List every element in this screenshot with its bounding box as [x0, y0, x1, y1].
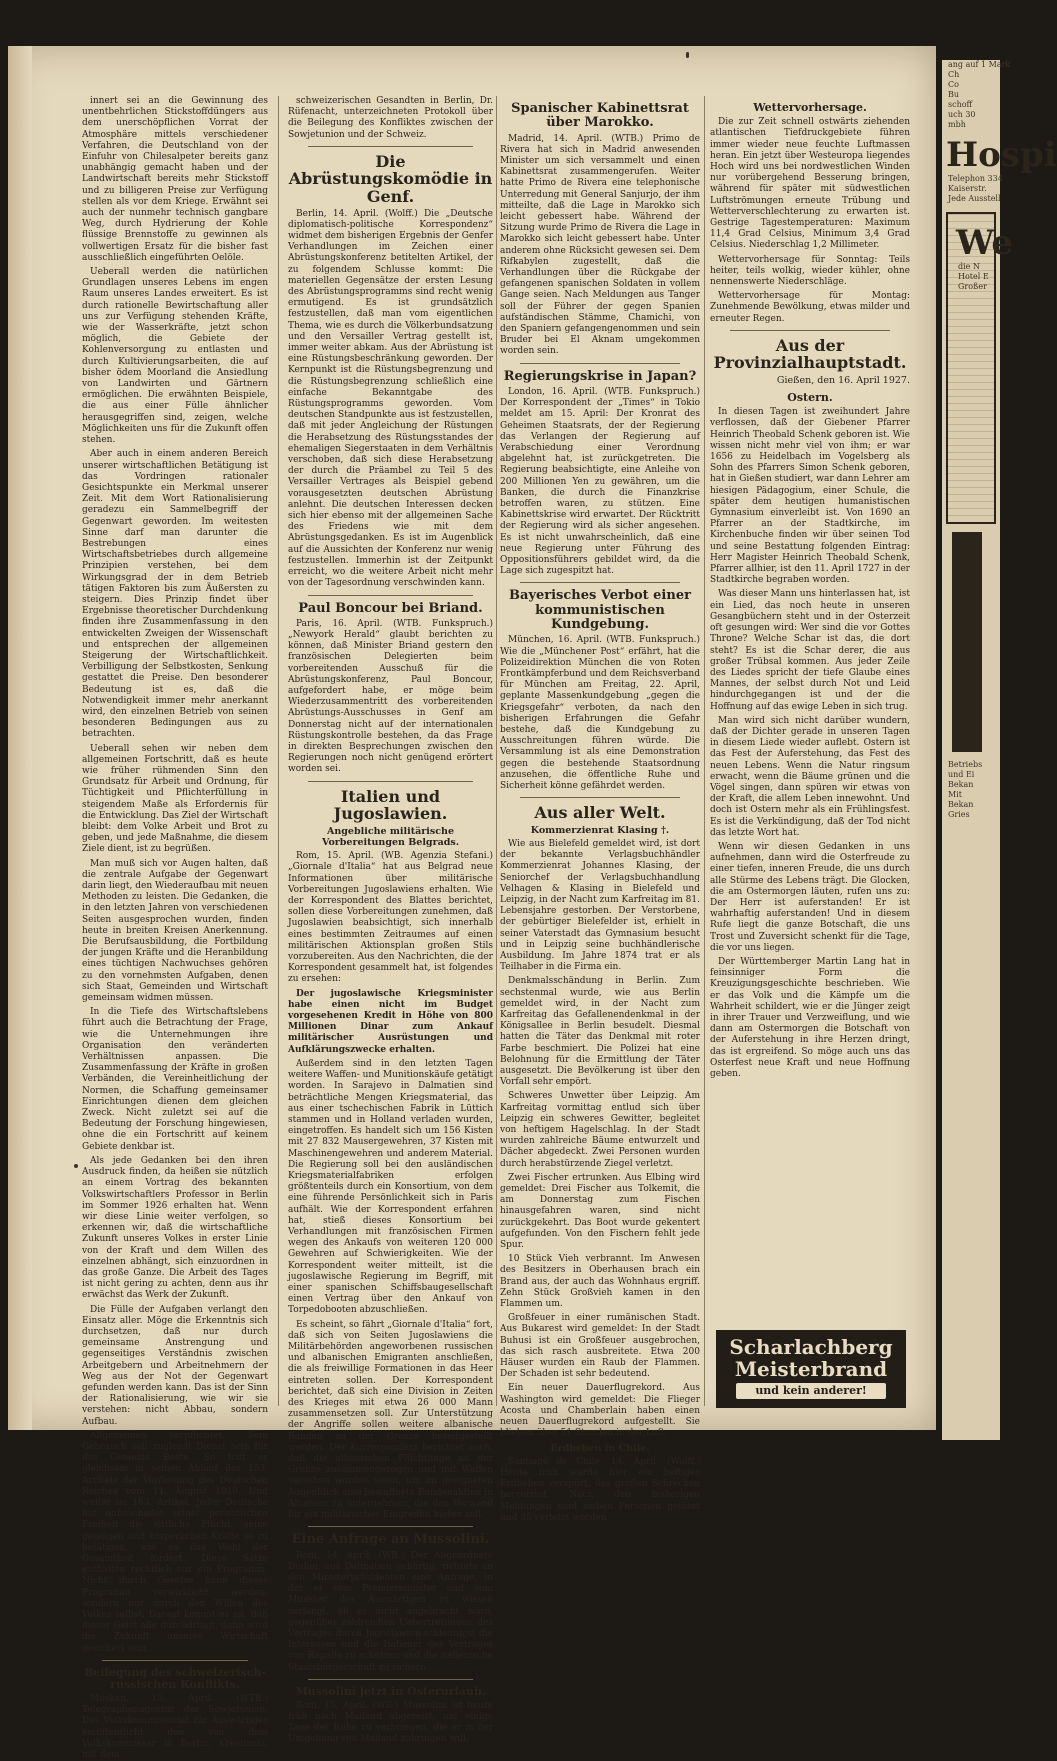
article-paragraph: Der Württemberger Martin Lang hat in feinsinniger Form die Kreuzigungsgeschichte beschrieben. Wie er das Volk und die Kämpfe um die Wahrheit schildert, wie er die Jünger zeigt in ihrer Trauer und Verzweiflung, und wie dann am Ostermorgen die Botschaft von der Auferstehung in ihre Herzen dringt, das ist ergreifend. So möge auch uns das Osterfest neue Kraft und neue Hoffnung geben. [710, 956, 910, 1080]
fragment-advertisement-box [946, 212, 1014, 524]
ad-brand-line: Scharlachberg [729, 1335, 893, 1359]
article-paragraph: München, 16. April. (WTB. Funkspruch.) Wie die „Münchener Post“ erfährt, hat die Polizeidirektion München die von Roten Frontkämpferbund und dem Reichsverband für München am Freitag, 22. April, geplante Massenkundgebung „gegen die Kriegsgefahr“ verboten, da nach den bisherigen Erfahrungen die Gefahr bestehe, daß die Kundgebung zu Ausschreitungen führen würde. Die Versammlung ist als eine Demonstration gegen die bestehende Staatsordnung anzusehen, die öffentliche Ruhe und Sicherheit könne gefährdet werden. [500, 635, 700, 791]
column-2 [288, 96, 493, 1745]
fragment-text: Großer [958, 282, 987, 291]
article-paragraph: In diesen Tagen ist zweihundert Jahre verflossen, daß der Giebener Pfarrer Heinrich Theobald Schenk geboren ist. Wie wissen nicht mehr viel von ihm; er war 1656 zu Heidelbach im Vogelsberg als Sohn des Pfarrers Simon Schenk geboren, hat in Gießen studiert, war dann Lehrer am hiesigen Pädagogium, einer Schule, die später dem heutigen humanistischen Gymnasium einverleibt ist. Von 1690 an Pfarrer an der Stadtkirche, im Kirchenbuche finden wir über seinen Tod und seine Bestattung folgenden Eintrag: Herr Magister Heinrich Theobald Schenk, Pfarrer allhier, ist den 11. April 1727 in der Stadtkirche begraben worden. [710, 407, 910, 586]
article-paragraph: Rom, 14. April. (WB.) Der Abgeordnete Dudan, aus Dalmatien gebürtig, richtete an den Ministerpräsidenten eine Anfrage, in der er vom Premierminister und vom Minister des Auswärtigen zu wissen verlangt, ob es nicht angebracht wäre, gegenüber zahlreichen Uebertretungen des Vertrages durch Jugoslawien schleunigst die Interessen und die Italiener des Vertrages von Rapallo zu schützen und die italienische Staatsbürgerschaft zu sichern. [288, 1550, 493, 1673]
column-rule [704, 96, 705, 1406]
headline-mussolini-easter: Mussolini jetzt in Osterurlaub. [295, 1684, 486, 1698]
article-paragraph: Die Fülle der Aufgaben verlangt den Einsatz aller. Möge die Erkenntnis sich durchsetzen, daß nur durch gemeinsame Anstrengung und gegenseitiges Verständnis zwischen Arbeitgebern und Arbeitnehmern der Weg aus der Not der Gegenwart gefunden werden kann. Das ist der Sinn der Rationalisierung, wie wir sie verstehen: nicht Abbau, sondern Aufbau. [82, 1304, 268, 1427]
article-paragraph: Es scheint, so fährt „Giornale d'Italia“ fort, daß sich von Seiten Jugoslawiens die Militärbehörden angeworbenen russischen und albanischen Emigranten anschließen, die als freiwillige Formationen in das Heer eintreten sollen. Der Korrespondent berichtet, daß sich eine Division in Zeiten des Krieges mit etwa 26 000 Mann zusammensetzen soll. Zur Unterstützung der Angriffe sollen weitere albanische Banden an der Grenze bereitgestellt werden. Der Korrespondent berichtet auch, daß die albanischen Flüchtlinge an der Grenze zusammengezogen und mit Waffen versehen worden seien, um im geeigneten Augenblick eine bewaffnete Bandenaktion in Albanien zu unternehmen, die den Vorwand für ein militärisches Eingreifen bieten soll. [288, 1319, 493, 1521]
fragment-text: schoff [948, 100, 973, 109]
article-separator [308, 595, 473, 596]
dateline: Gießen, den 16. April 1927. [776, 374, 910, 386]
article-paragraph: Paris, 16. April. (WTB. Funkspruch.) „Newyork Herald“ glaubt berichten zu können, daß Minister Briand gestern den französischen Delegierten beim vorbereitenden Ausschuß für die Abrüstungskonferenz, Paul Boncour, aufgefordert habe, er möge beim Wiederzusammentritt des vorbereitenden Abrüstungs-Ausschusses in Genf am Donnerstag nicht auf der internationalen Rüstungskontrolle bestehen, da das Frage in direkten Besprechungen zwischen den Regierungen noch nicht genügend erörtert worden sei. [288, 618, 493, 775]
article-paragraph: Madrid, 14. April. (WTB.) Primo de Rivera hat sich in Madrid anwesenden Minister um sich versammelt und einen Kabinettsrat zusammengerufen. Weiter hatte Primo de Rivera eine telephonische Unterredung mit General Sanjurjo, der ihm mitteilte, daß die Lage in Marokko sich leicht gebessert habe. Während der Sitzung wurde Primo de Rivera die Lage in Marokko sich leicht gebessert habe. Unter anderem ohne Rücksicht gewesen sei. Dem Rifkabylen zugestellt, daß die Verhandlungen über die Rückgabe der gefangenen spanischen Soldaten in vollem Gange seien. Nach Meldungen aus Tanger soll der Führer der gegen Spanien aufständischen Stämme, Chamichi, von den Spaniern gefangengenommen und sein Bruder bei El Aknam umgekommen worden sein. [500, 133, 700, 357]
article-paragraph: Ueberall werden die natürlichen Grundlagen unseres Lebens im engen Raum unseres Landes erweitert. Es ist durch rationelle Bewirtschaftung aller uns zur Verfügung stehenden Kräfte, wie der Wasserkräfte, jetzt schon möglich, die Gebiete der Kohlenversorgung zu entlasten und durch Kultivierungsarbeiten, die auf bisher ödem Moorland die Ansiedlung von Landwirten und Gärtnern ermöglichen. Die erwähnten Beispiele, die aus einer Fülle ähnlicher herausgegriffen sind, zeigen, welche Möglichkeiten uns für die Zukunft offen stehen. [82, 267, 268, 446]
article-paragraph: Als jede Gedanken bei den ihren Ausdruck finden, da heißen sie nützlich an einem Vortrag des bekannten Volkswirtschaftlers Professor in Berlin im Sommer 1926 erhalten hat. Wenn wir diese Linie weiter verfolgen, so erkennen wir, daß die wirtschaftliche Zukunft unseres Volkes in erster Linie von der Kraft und dem Willen des einzelnen abhängt, sich einzuordnen in das große Ganze. Die Arbeit des Tages ist nicht gering zu achten, denn aus ihr erwächst das Werk der Zukunft. [82, 1155, 268, 1301]
article-separator [520, 797, 680, 798]
article-separator [308, 1526, 473, 1527]
headline-swiss-russian: Beilegung des schweizerisch-russischen Konflikts. [84, 1665, 266, 1691]
article-paragraph: Wie aus Bielefeld gemeldet wird, ist dort der bekannte Verlagsbuchhändler Kommerzienrat Johannes Klasing, der Seniorchef der Verlagsbuchhandlung Velhagen & Klasing in Bielefeld und Leipzig, in der Nacht zum Karfreitag im 81. Lebensjahre gestorben. Der Verstorbene, der gebürtiger Bielefelder ist, erhielt in seiner Vaterstadt das Gymnasium besucht und in Leipzig seine buchhändlerische Ausbildung. Im Jahre 1874 trat er als Teilhaber in die Firma ein. [500, 838, 700, 973]
article-paragraph: Die zur Zeit schnell ostwärts ziehenden atlantischen Tiefdruckgebiete führen immer wieder neue feuchte Luftmassen heran. Ein jetzt über Westeuropa liegendes Hoch wird uns bei nordwestlichen Winden nur vorübergehend Besserung bringen, während für später mit südwestlichen Luftströmungen erneute Trübung und Wetterverschlechterung zu erwarten ist. Gestrige Tagestemperaturen: Maximum 11,4 Grad Celsius, Minimum 3,4 Grad Celsius. Niederschlag 1,2 Millimeter. [710, 117, 910, 251]
article-paragraph: Was dieser Mann uns hinterlassen hat, ist ein Lied, das noch heute in unseren Gesangbüchern steht und in der Osterzeit oft gesungen wird: Wer sind die vor Gottes Throne? Welche Schar ist das, die dort steht? Es ist die Schar derer, die aus großer Trübsal kommen. Aus jeder Zeile des Liedes spricht der tiefe Glaube eines Mannes, der selbst durch Not und Leid hindurchgegangen ist und der die Hoffnung auf das ewige Leben in sich trug. [710, 589, 910, 712]
article-paragraph: Der jugoslawische Kriegsminister habe einen nicht im Budget vorgesehenen Kredit in Höhe von 800 Millionen Dinar zum Ankauf militärischer Ausrüstungen und Aufklärungszwecke erhalten. [288, 988, 493, 1055]
article-paragraph: Rom, 15. April. (WB.) Mussolini ist heute früh nach Mailand abgereist, um einige Tage der Ruhe zu verbringen, die er in der Umgebung von Mailand zubringen will. [288, 1700, 493, 1745]
article-separator [308, 1679, 473, 1680]
headline-bavaria: Bayerisches Verbot einer kommunistischen Kundgebung. [509, 588, 691, 632]
article-paragraph: In die Tiefe des Wirtschaftslebens führt auch die Betrachtung der Frage, wie die Unternehmungen ihre Organisation den veränderten Verhältnissen anpassen. Die Zusammenfassung der Kräfte in großen Verbänden, die Vereinheitlichung der Normen, die Schaffung gemeinsamer Einrichtungen dienen dem gleichen Zweck. Nicht zuletzt sei auf die Bedeutung der Forschung hingewiesen, ohne die ein Fortschritt auf keinem Gebiete denkbar ist. [82, 1007, 268, 1152]
ad-slogan: und kein anderer! [736, 1383, 886, 1399]
article-paragraph: Man muß sich vor Augen halten, daß die zentrale Aufgabe der Gegenwart darin liegt, den Wiederaufbau mit neuen Methoden zu leisten. Die Gedanken, die in den letzten Jahren von verschiedenen Seiten ausgesprochen wurden, finden heute in breiten Kreisen Anerkennung. Die Berufsausbildung, die Fortbildung der jungen Kräfte und die Heranbildung eines tüchtigen Nachwuchses gehören zu den vornehmsten Aufgaben, denen sich Staat, Gemeinden und Wirtschaft gemeinsam widmen müssen. [82, 858, 268, 1004]
fragment-text: Bu [948, 90, 960, 99]
fragment-text: die N [958, 262, 980, 271]
scharlachberg-advertisement [716, 1330, 906, 1408]
article-paragraph: Rom, 15. April. (WB. Agenzia Stefani.) „Giornale d'Italia“ hat aus Belgrad neue Informationen über militärische Vorbereitungen Jugoslawiens erhalten. Wie der Korrespondent des Blattes berichtet, sollen diese Vorbereitungen zunehmen, daß Jugoslawien beabsichtigt, sich innerhalb eines bestimmten Zeitraumes auf einen militärischen Aktionsplan großen Stils vorzubereiten. Aus den Nachrichten, die der Korrespondent gesammelt hat, ist folgendes zu ersehen: [288, 851, 493, 985]
article-paragraph: Aber auch in einem anderen Bereich unserer wirtschaftlichen Betätigung ist das Vordringen rationaler Gesichtspunkte ein Merkmal unserer Zeit. Mit dem Wort Rationalisierung geradezu ein Sammelbegriff der Gegenwart geworden. Im weitesten Sinne darf man darunter die Bestrebungen eines Wirtschaftsbetriebes durch allgemeine Prinzipien verstehen, bei dem Wirkungsgrad der in dem Betrieb tätigen Faktoren bis zum Äußersten zu steigern. Dies Prinzip findet über Ergebnisse theoretischer Durchdenkung finden ihre Zusammenfassung in den entwickelten Zweigen der Wissenschaft und entsprechen der allgemeinen Steigerung der Wirtschaftlichkeit. Verbilligung der Selbstkosten, Senkung gestattet die Preise. Den besonderer Bedeutung ist es, daß die Notwendigkeit immer mehr anerkannt wird, den einzelnen Betrieb von seinen besonderen Bedingungen aus zu betrachten. [82, 449, 268, 740]
article-paragraph: Wettervorhersage für Montag: Zunehmende Bewölkung, etwas milder und erneuter Regen. [710, 291, 910, 324]
article-separator [520, 582, 680, 583]
article-paragraph: Wenn wir diesen Gedanken in uns aufnehmen, dann wird die Osterfreude zu einer tiefen, inneren Freude, die uns durch alle Stürme des Lebens trägt. Die Glocken, die am Ostermorgen läuten, rufen uns zu: Der Herr ist auferstanden! Er ist wahrhaftig auferstanden! Und in diesem Rufe liegt die ganze Botschaft, die uns Trost und Zuversicht schenkt für die Tage, die vor uns liegen. [710, 841, 910, 953]
article-paragraph: Außerdem sind in den letzten Tagen weitere Waffen- und Munitionskäufe getätigt worden. In Sarajevo in Dalmatien sind beträchtliche Mengen Kriegsmaterial, das aus einer tschechischen Fabrik in Lüttich stammen und in Holland verladen wurden, eingetroffen. Es handelt sich um 156 Kisten mit 27 832 Mausergewehren, 37 Kisten mit Maschinengewehren und anderem Material. Die Regierung soll bei den ausländischen Kriegsmaterialfabriken erfolgen größtenteils durch ein Konsortium, von dem eine führende Persönlichkeit sich in Paris aufhält. Wie der Korrespondent erfahren hat, stieß dieses Konsortium bei Verhandlungen mit französischen Firmen wegen des Ankaufs von weiteren 120 000 Gewehren auf Schwierigkeiten. Wie der Korrespondent weiter mitteilt, ist die jugoslawische Regierung im Begriff, mit einer spanischen Schiffsbaugesellschaft einen Vertrag über den Ankauf von Torpedobooten abzuschließen. [288, 1058, 493, 1316]
fragment-black-bar [952, 532, 982, 752]
fragment-text: Bekan [948, 780, 974, 789]
subheadline: Angebliche militärische Vorbereitungen Belgrads. [321, 825, 460, 849]
article-paragraph: Schweres Unwetter über Leipzig. Am Karfreitag vormittag entlud sich über Leipzig ein schweres Gewitter, begleitet von heftigem Hagelschlag. In der Stadt wurden zahlreiche Bäume entwurzelt und Dächer abgedeckt. Zwei Personen wurden durch herabstürzende Ziegel verletzt. [500, 1091, 700, 1169]
fragment-text: Jede Ausstell [948, 194, 1001, 203]
ink-spot [686, 52, 689, 58]
headline-world-news: Aus aller Welt. [534, 803, 666, 823]
article-paragraph: Zwei Fischer ertrunken. Aus Elbing wird gemeldet: Drei Fischer aus Tolkemit, die am Donnerstag zum Fischen hinausgefahren waren, sind nicht zurückgekehrt. Das Boot wurde gekentert aufgefunden. Von den Fischern fehlt jede Spur. [500, 1172, 700, 1251]
ink-spot [74, 1164, 78, 1168]
article-paragraph: London, 16. April. (WTB. Funkspruch.) Der Korrespondent der „Times“ in Tokio meldet am 15. April: Der Kronrat des Geheimen Staatsrats, der der Regierung das Verlangen der Regierung auf Verabschiedung einer Verordnung abgelehnt hat, ist zurückgetreten. Die Regierung beabsichtigte, eine Anleihe von 200 Millionen Yen zu gewähren, um die Banken, die durch die Finanzkrise betroffen waren, zu stützen. Eine Kabinettskrise wird erwartet. Der Rücktritt der Regierung wird als sicher angesehen. Es ist nicht unwahrscheinlich, daß eine neue Regierung unter Führung des Oppositionsführers gebildet wird, da die Lage sich zugespitzt hat. [500, 386, 700, 577]
headline-easter: Ostern. [787, 391, 833, 405]
article-paragraph: Ueberall sehen wir neben dem allgemeinen Fortschritt, daß es heute wie früher rühmenden Sinn den Grundsatz für Arbeit und Ordnung, für Tüchtigkeit und Pflichterfüllung in steigendem Maße als Erfordernis für die Entwicklung. Das Ziel der Wirtschaft bleibt: dem Volke Arbeit und Brot zu geben, und jede Maßnahme, die diesem Ziele dient, ist zu begrüßen. [82, 743, 269, 855]
headline-boncour: Paul Boncour bei Briand. [298, 600, 483, 616]
column-rule [496, 96, 497, 1406]
article-paragraph: 10 Stück Vieh verbrannt. Im Anwesen des Besitzers in Oberhausen brach ein Brand aus, der auch das Wohnhaus ergriff. Zehn Stück Großvieh kamen in den Flammen um. [500, 1254, 700, 1310]
fragment-headline: We [956, 223, 1014, 263]
subheadline-chile: Erdbeben in Chile. [550, 1442, 650, 1454]
fragment-text: Hotel E [958, 272, 989, 281]
fragment-text: Kaiserstr. [948, 184, 987, 193]
ad-product-line: Meisterbrand [734, 1357, 888, 1381]
article-separator [520, 363, 680, 364]
fragment-text: Ch [948, 70, 960, 79]
fragment-text: ang auf 1 Mark [948, 60, 1011, 69]
headline-weather: Wettervorhersage. [753, 101, 867, 114]
article-paragraph: Ein neuer Dauerflugrekord. Aus Washington wird gemeldet: Die Flieger Acosta und Chamberlain haben einen neuen Dauerflugrekord aufgestellt. Sie blieben über 51 Stunden in der Luft. [500, 1383, 700, 1439]
fragment-text: Gries [948, 810, 970, 819]
article-paragraph: Santiago de Chile, 14. April. (Wolff.) Heute früh wurde hier ein heftiges Erdbeben verspürt, das großen Schrecken hervorrief. Nach den bisherigen Meldungen sind sieben Personen getötet und 35 verletzt worden. [500, 1456, 700, 1523]
fragment-text: Bekan [948, 800, 974, 809]
fragment-headline: Hospi [946, 135, 1057, 175]
column-1 [82, 96, 269, 1761]
column-4 [710, 96, 910, 1416]
headline-mussolini-inquiry: Eine Anfrage an Mussolini. [291, 1532, 490, 1548]
article-paragraph: Man wird sich nicht darüber wundern, daß der Dichter gerade in unseren Tagen in diesem Liede wieder auflebt. Ostern ist das Fest der Auferstehung, das Fest des neuen Lebens. Wenn die Natur ringsum erwacht, wenn die Bäume grünen und die Vögel singen, dann spüren wir etwas von der Kraft, die allem Leben innewohnt. Und doch ist Ostern mehr als ein Frühlingsfest. Es ist die Verkündigung, daß der Tod nicht das letzte Wort hat. [710, 715, 910, 838]
article-paragraph: Großfeuer in einer rumänischen Stadt. Aus Bukarest wird gemeldet: In der Stadt Buhusi ist ein Großfeuer ausgebrochen, das sich rasch ausbreitete. Etwa 200 Häuser wurden ein Raub der Flammen. Der Schaden ist sehr bedeutend. [500, 1313, 700, 1380]
binding-gutter [8, 46, 32, 1430]
article-separator [308, 146, 473, 147]
fragment-text: Mit [948, 790, 962, 799]
article-paragraph: Berlin, 14. April. (Wolff.) Die „Deutsche diplomatisch-politische Korrespondenz“ widmet dem bisherigen Ergebnis der Genfer Verhandlungen im Zeichen einer Abrüstungskonferenz betitelten Artikel, der zu folgendem Schlusse kommt: Die materiellen Gegensätze der ersten Lesung des Abrüstungsprogramms sind recht wenig ermutigend. Es ist grundsätzlich festzustellen, daß man vom eigentlichen Thema, wie es durch die Völkerbundsatzung und den Versailler Vertrag gestellt ist, immer weiter abkam. Aus der Abrüstung ist eine Rüstungsbeschränkung geworden. Der Kernpunkt ist die Rüstungsbegrenzung und die Rüstungsbegrenzung schließlich eine einfache Bekanntgabe des Rüstungsprogramms geworden. Vom deutschen Standpunkte aus ist festzustellen, daß mit jeder Angleichung der Rüstungen die Herabsetzung des Rüstungsstandes der ehemaligen Siegerstaaten in dem Verhältnis verschoben, daß sich diese Herabsetzung der durch die Präambel zu Teil 5 des Versailler Vertrages als Beispiel gebend vorausgesetzten deutschen Abrüstung anlehnt. Die deutschen Interessen decken sich hier ebenso mit der allgemeinen Sache des Friedens wie mit dem Abrüstungsgedanken. Es ist im Augenblick auf die Aussichten der Konferenz nur wenig festzustellen. Immerhin ist der Zeitpunkt erreicht, wo die weitere Arbeit nicht mehr von der Tagesordnung verschwinden kann. [288, 208, 493, 589]
article-paragraph: Wettervorhersage für Sonntag: Teils heiter, teils wolkig, wieder kühler, ohne nennenswerte Niederschläge. [710, 254, 910, 287]
column-3 [500, 96, 700, 1523]
fragment-text: und Ei [948, 770, 975, 779]
headline-japan: Regierungskrise in Japan? [503, 368, 697, 384]
fragment-text: Telephon 334 [948, 174, 1003, 183]
article-paragraph: schweizerischen Gesandten in Berlin, Dr. Rüfenacht, unterzeichneten Protokoll über die Beilegung des Konfliktes zwischen der Sowjetunion und der Schweiz. [288, 96, 493, 140]
article-separator [102, 1660, 248, 1661]
fragment-text: Co [948, 80, 959, 89]
column-rule [278, 96, 279, 1406]
headline-geneva: Die Abrüstungskomödie in Genf. [288, 151, 493, 206]
article-paragraph: Moskau, 15. April. (WTB.) Telegraphenagentur der Sowjetunion. Das Volkskommissariat für Auswärtiges veröffentlicht den von dem Volkskommissar in Berlin, Krestinski, mit dem [82, 1694, 268, 1761]
article-paragraph: Allgemeinen verpflichtet. Sein Gebrauch soll zugleich Dienst sein für das Gemeine Beste. So tritt er gleichsam in seinen Ablauf des 153. Artikels der Verfassung des Deutschen Reiches vom 11. August 1919. Und weiter im 163. Artikel: Jeder Deutsche hat unbeschadet seiner persönlichen Freiheit die sittliche Pflicht, seine geistigen und körperlichen Kräfte so zu betätigen, wie es das Wohl der Gesamtheit fordert. Diese Sätze enthalten rechtlich nur ein Programm. Nicht durch Gesetze kann dieses Programm verwirklicht werden, sondern nur durch den Willen des Volkes selbst. Darauf kommt es an, daß dieser Geist alle durchdringt, dann wird die Zukunft unserer Wirtschaft gesichert sein. [82, 1430, 268, 1654]
fragment-text: mbh [948, 120, 966, 129]
article-separator [730, 330, 890, 331]
article-paragraph: innert sei an die Gewinnung des unentbehrlichen Stickstoffdüngers aus dem unerschöpflichen Vorrat der Atmosphäre mittels verschiedener Verfahren, die Deutschland von der Einfuhr von Chilesalpeter bereits ganz unabhängig gemacht haben und der Landwirtschaft bereits mehr Stickstoff und zu billigeren Preise zur Verfügung stellen als vor dem Kriege. Erwähnt sei auch der nunmehr technisch gangbare Weg, durch Hydrierung der Kohle flüssige Brennstoffe zu gewinnen als vollwertigen Ersatz für die bisher fast ausschließlich eingeführten Oelöle. [82, 96, 268, 263]
headline-spain: Spanischer Kabinettsrat über Marokko. [511, 101, 689, 131]
headline-provincial-capital: Aus der Provinzialhauptstadt. [713, 335, 907, 373]
subheadline: Kommerzienrat Klasing †. [530, 824, 670, 836]
article-separator [308, 781, 473, 782]
fragment-text: Betriebs [948, 760, 983, 769]
adjacent-page-edge [942, 60, 1057, 1440]
headline-italy-yugoslavia: Italien und Jugoslawien. [333, 786, 448, 824]
article-paragraph: Denkmalsschändung in Berlin. Zum sechstenmal wurde, wie aus Berlin gemeldet wird, in der Nacht zum Karfreitag das Gefallenendenkmal in der Königsallee in Berlin besudelt. Diesmal hatten die Täter das Denkmal mit roter Farbe beschmiert. Die Polizei hat eine Belohnung für die Ermittlung der Täter ausgesetzt. Die Bevölkerung ist über den Vorfall sehr empört. [500, 976, 700, 1088]
fragment-text: uch 30 [948, 110, 976, 119]
